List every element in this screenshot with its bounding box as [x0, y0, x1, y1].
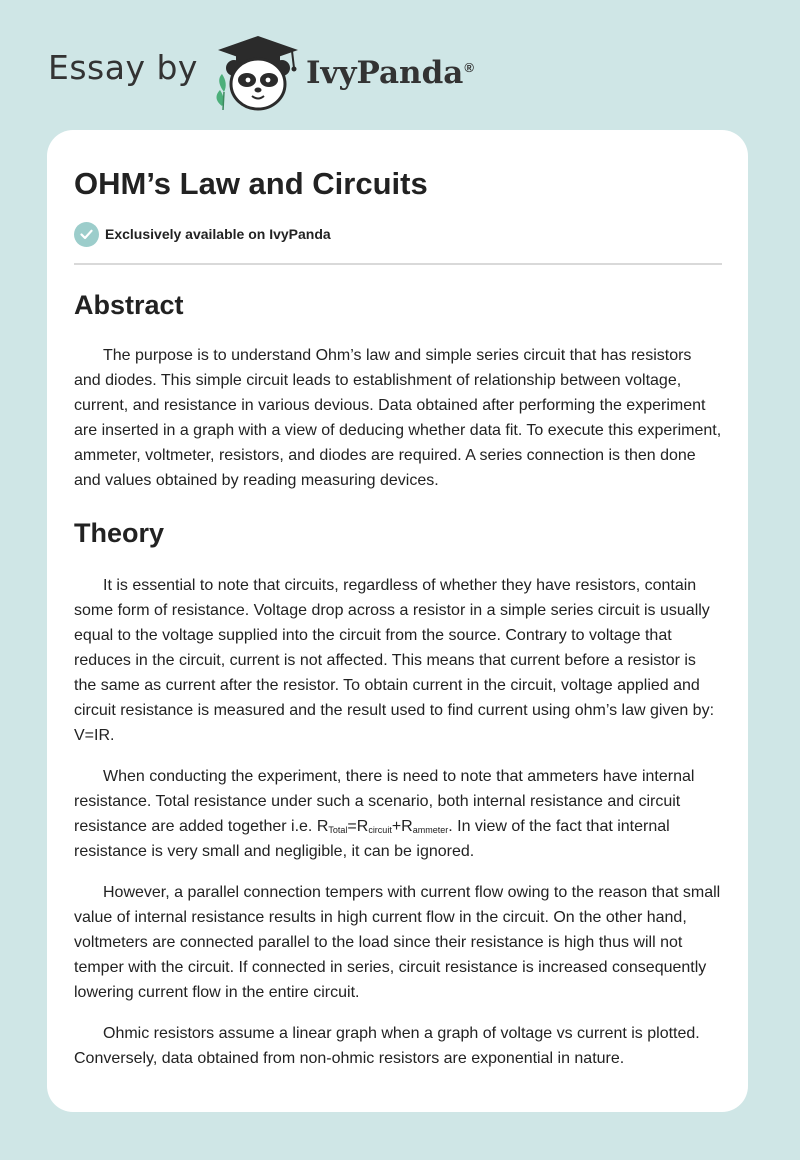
- theory-paragraph-4: Ohmic resistors assume a linear graph when a graph of voltage vs current is plotted. Conversely, data obtained from non-ohmic resistors are exponential in nature.: [74, 1025, 700, 1067]
- essay-by-label: Essay by: [48, 47, 198, 87]
- theory-paragraph-1: It is essential to note that circuits, regardless of whether they have resistors, contain some form of resistance. Voltage drop across a resistor in a simple series circuit is usually equal to the voltage supplied into the circuit from the source. Contrary to voltage that reduces in the circuit, current is not affected. This means that current before a resistor is the same as current after the resistor. To obtain current in the circuit, voltage applied and circuit resistance is measured and the result used to find current using ohm’s law given by: V=IR.: [74, 577, 715, 744]
- panda-logo-icon: [214, 34, 302, 114]
- essay-card: [47, 130, 748, 1112]
- section-heading-abstract: Abstract: [74, 290, 184, 320]
- brand-name: IvyPanda®: [305, 55, 474, 91]
- exclusive-badge: [74, 220, 722, 248]
- formula: $R_{Total}=R_{circuit}+R_{ammeter}$: [316, 818, 449, 835]
- divider: [74, 263, 722, 265]
- exclusive-label: Exclusively available on IvyPanda: [105, 226, 331, 242]
- checkmark-icon: [74, 222, 99, 247]
- theory-paragraph-2: When conducting the experiment, there is need to note that ammeters have internal resistance. Total resistance under such a scenario, both internal resistance and circuit resistance are added together i.e. $R_{Total}=R_{circuit}+R_{ammeter}$. In view of the fact that internal resistance is very small and negligible, it can be ignored.: [74, 768, 695, 860]
- abstract-paragraph: The purpose is to understand Ohm’s law and simple series circuit that has resistors and diodes. This simple circuit leads to establishment of relationship between voltage, current, and resistance in various devious. Data obtained after performing the experiment are inserted in a graph with a view of deducing whether data fit. To execute this experiment, ammeter, voltmeter, resistors, and diodes are required. A series connection is then done and values obtained by reading measuring devices.: [74, 347, 722, 489]
- site-header: [48, 34, 508, 114]
- theory-paragraph-3: However, a parallel connection tempers with current flow owing to the reason that small value of internal resistance results in high current flow in the circuit. On the other hand, voltmeters are connected parallel to the load since their resistance is high thus will not temper with the circuit. If connected in series, circuit resistance is increased consequently lowering current flow in the entire circuit.: [74, 884, 721, 1001]
- page-title: OHM’s Law and Circuits: [74, 166, 428, 201]
- section-heading-theory: Theory: [74, 518, 165, 548]
